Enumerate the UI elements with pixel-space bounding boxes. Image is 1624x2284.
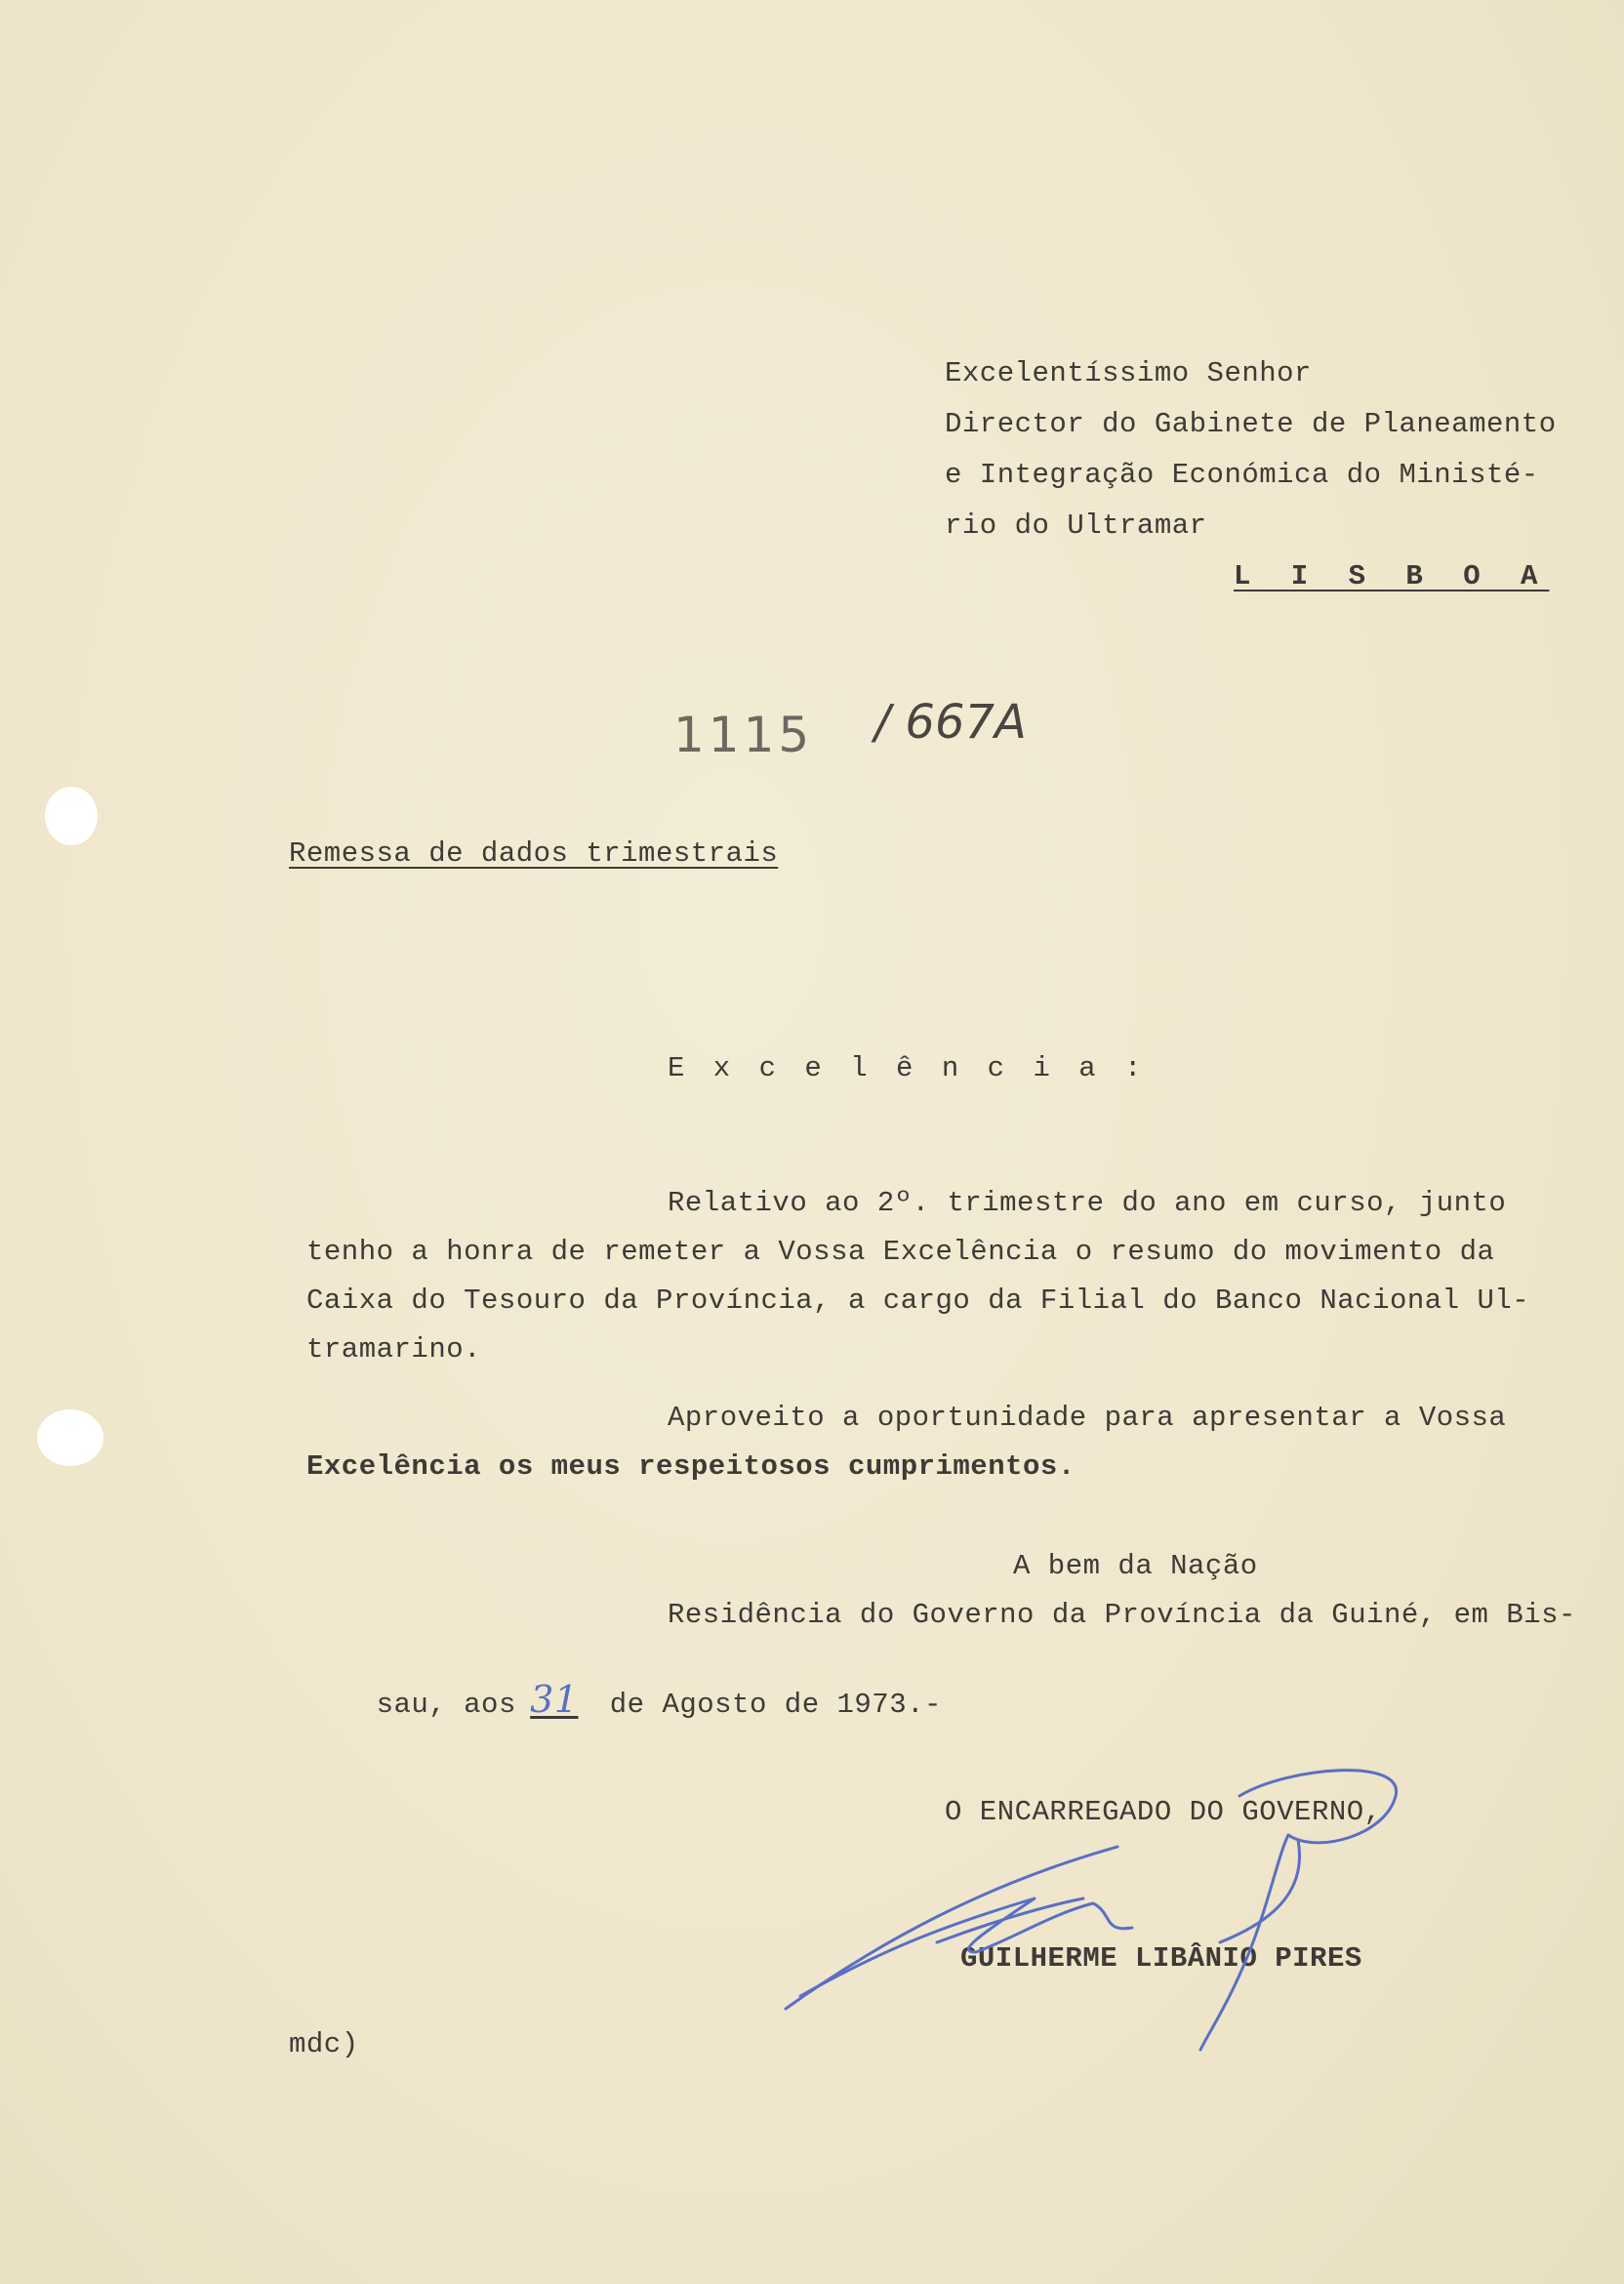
date-suffix: de Agosto de 1973.- [609, 1689, 942, 1721]
date-day-handwritten: 31 [530, 1678, 579, 1721]
subject-line: Remessa de dados trimestrais [289, 837, 779, 870]
recipient-line-2: Director do Gabinete de Planeamento [945, 408, 1557, 440]
closing-date-line [306, 1650, 942, 1755]
reference-handwritten-number: / 667A [874, 695, 1027, 750]
recipient-city: L I S B O A [1234, 560, 1550, 592]
body-p1-line-4: tramarino. [306, 1333, 482, 1366]
typist-initials: mdc) [289, 2028, 359, 2060]
signature-title: O ENCARREGADO DO GOVERNO, [945, 1796, 1382, 1828]
body-p1-line-3: Caixa do Tesouro da Província, a cargo da Filial do Banco Nacional Ul- [306, 1285, 1530, 1317]
salutation: E x c e l ê n c i a : [668, 1052, 1148, 1084]
body-p2-line-2: Excelência os meus respeitosos cumprimentos. [306, 1450, 1076, 1483]
body-p1-line-2: tenho a honra de remeter a Vossa Excelência o resumo do movimento da [306, 1236, 1495, 1268]
body-p2-line-1: Aproveito a oportunidade para apresentar a Vossa [668, 1402, 1507, 1434]
recipient-line-3: e Integração Económica do Ministé- [945, 459, 1539, 491]
punch-hole-bottom [37, 1409, 103, 1466]
signature-name: GUILHERME LIBÂNIO PIRES [960, 1942, 1362, 1975]
recipient-line-4: rio do Ultramar [945, 510, 1207, 542]
closing-motto: A bem da Nação [1013, 1550, 1258, 1582]
closing-place-line: Residência do Governo da Província da Guiné, em Bis- [668, 1599, 1576, 1631]
punch-hole-top [45, 787, 98, 845]
date-prefix: sau, aos [376, 1689, 516, 1721]
body-p1-line-1: Relativo ao 2º. trimestre do ano em curso, junto [668, 1187, 1507, 1219]
reference-stamp-number: 1115 [673, 707, 814, 763]
recipient-line-1: Excelentíssimo Senhor [945, 357, 1312, 389]
